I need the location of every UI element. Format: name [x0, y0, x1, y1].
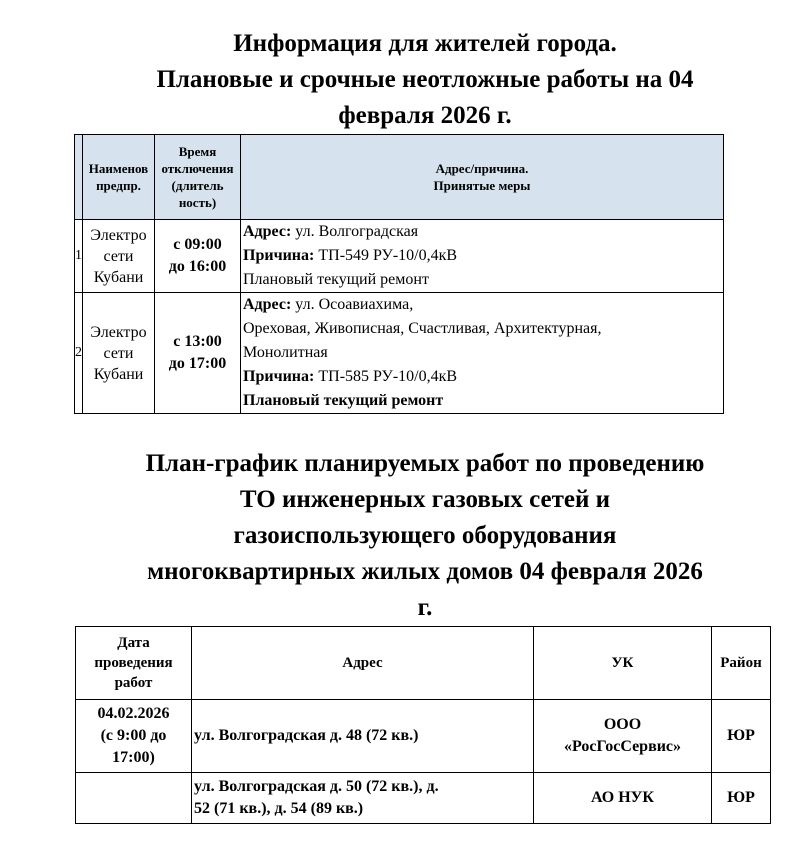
work-date [76, 773, 192, 824]
title-line-2: Плановые и срочные неотложные работы на 04 [156, 66, 694, 93]
work-address: ул. Волгоградская д. 48 (72 кв.) [192, 700, 534, 773]
row-number: 2 [75, 293, 83, 414]
header-name-cell: Наименов предпр. [83, 135, 155, 220]
title-line-3: февраля 2026 г. [338, 102, 512, 129]
org-name: Электро сети Кубани [83, 293, 155, 414]
gas-header-row [76, 627, 771, 700]
outages-header-row [75, 135, 724, 220]
table-row [75, 293, 724, 414]
work-date: 04.02.2026 (с 9:00 до 17:00) [76, 700, 192, 773]
table-row [76, 773, 771, 824]
gas-works-table [75, 626, 771, 824]
address-reason: Адрес: ул. Волгоградская Причина: ТП-549 РУ-10/0,4кВ Плановый текущий ремонт [241, 220, 724, 293]
header-company-cell: УК [534, 627, 712, 700]
table-row [75, 220, 724, 293]
district: ЮР [712, 773, 771, 824]
outages-table [74, 134, 724, 414]
page-title [40, 26, 800, 134]
management-company: ООО «РосГосСервис» [534, 700, 712, 773]
header-address-cell: Адрес/причина. Принятые меры [241, 135, 724, 220]
table-row [76, 700, 771, 773]
management-company: АО НУК [534, 773, 712, 824]
work-address: ул. Волгоградская д. 50 (72 кв.), д. 52 (71 кв.), д. 54 (89 кв.) [192, 773, 534, 824]
gas-section-title: План-график планируемых работ по проведению ТО инженерных газовых сетей и газоиспользующего оборудования многоквартирных жилых домов 04 февраля 2026 г. [145, 450, 705, 621]
header-district-cell: Район [712, 627, 771, 700]
outage-time: с 09:00 до 16:00 [155, 220, 241, 293]
header-date-cell: Дата проведения работ [76, 627, 192, 700]
outage-time: с 13:00 до 17:00 [155, 293, 241, 414]
title-line-1: Информация для жителей города. [233, 30, 617, 57]
row-number: 1 [75, 220, 83, 293]
header-address-cell: Адрес [192, 627, 534, 700]
org-name: Электро сети Кубани [83, 220, 155, 293]
address-reason: Адрес: ул. Осоавиахима, Ореховая, Живописная, Счастливая, Архитектурная, Монолитная Причина: ТП-585 РУ-10/0,4кВ Плановый текущий ремонт [241, 293, 724, 414]
header-num-cell [75, 135, 83, 220]
header-time-cell: Время отключения (длитель ность) [155, 135, 241, 220]
district: ЮР [712, 700, 771, 773]
